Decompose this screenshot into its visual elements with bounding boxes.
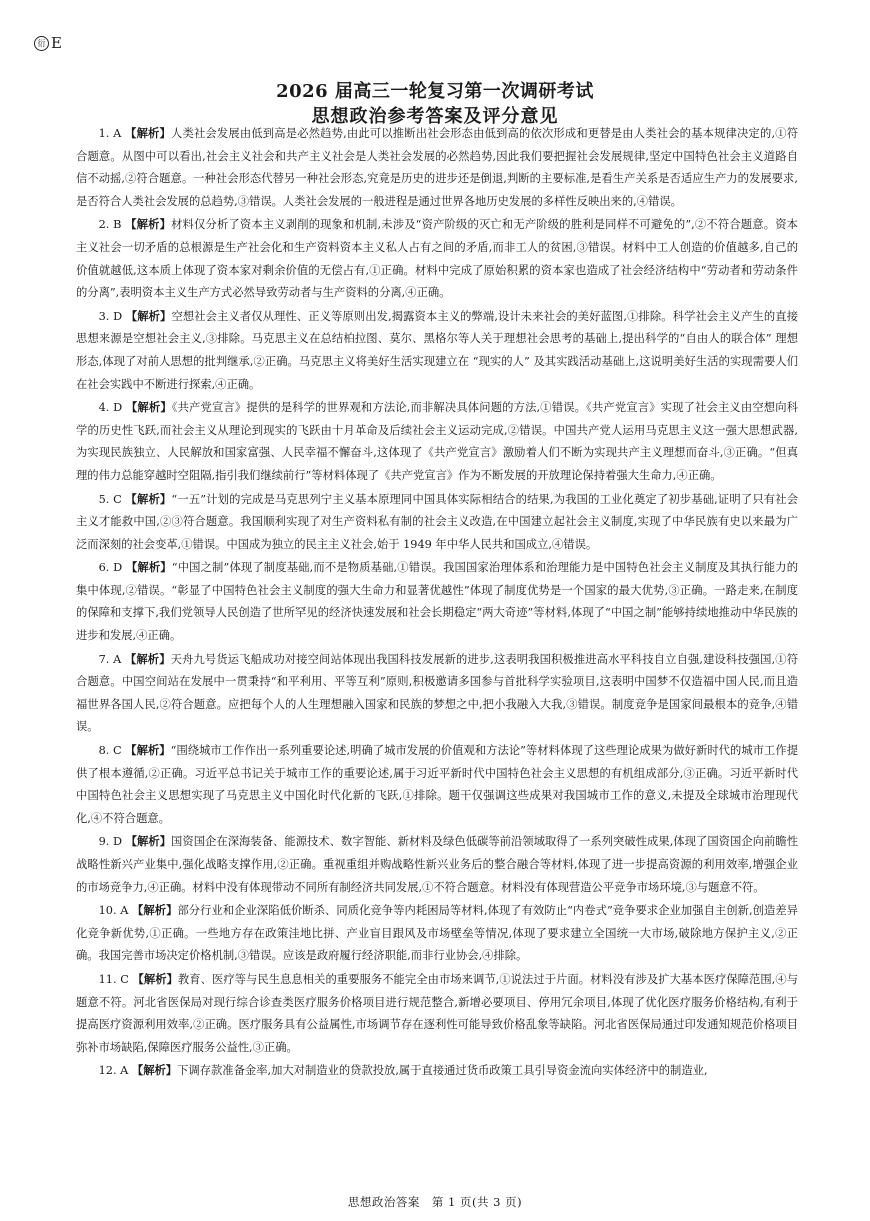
answer-text: 空想社会主义者仅从理性、正义等原则出发,揭露资本主义的弊端,设计未来社会的美好蓝图,①排除。科学社会主义产生的直接思想来源是空想社会主义,③排除。马克思主义在总结柏拉图、莫尔、黑格尔等人关于理想社会思考的基础上,提出科学的“自由人的联合体” 理想形态,体现了对前人思想的批判继承,②正确。马克思主义将美好生活实现建立在 “现实的人” 及其实践活动基础上,这说明美好生活的实现需要人们在社会实践中不断进行探索,④正确。 — [76, 309, 798, 391]
answer-item — [76, 1059, 798, 1083]
answer-label: 【解析】 — [132, 971, 178, 986]
answer-number: 2. B — [98, 218, 122, 232]
answer-label: 【解析】 — [125, 834, 172, 849]
answer-label: 【解析】 — [125, 743, 171, 758]
answer-label: 【解析】 — [131, 1063, 178, 1078]
answer-text: “一五”计划的完成是马克思列宁主义基本原理同中国具体实际相结合的结果,为我国的工业化奠定了初步基础,证明了只有社会主义才能救中国,②③符合题意。我国顺利实现了对生产资料私有制的社会主义改造,在中国建立起社会主义制度,实现了中华民族有史以来最为广泛而深刻的社会变革,①错误。中国成为独立的民主主义社会,始于 1949 年中华人民共和国成立,④错误。 — [76, 492, 798, 551]
answer-number: 6. D — [98, 561, 123, 575]
logo-badge: 衍 — [34, 36, 49, 51]
answer-text: 人类社会发展由低到高是必然趋势,由此可以推断出社会形态由低到高的依次形成和更替是由人类社会的基本规律决定的,①符合题意。从图中可以看出,社会主义社会和共产主义社会是人类社会发展的必然趋势,因此我们要把握社会发展规律,坚定中国特色社会主义道路自信不动摇,②符合题意。一种社会形态代替另一种社会形态,究竟是历史的进步还是倒退,判断的主要标准,是看生产关系是否适应生产力的发展要求,是否符合人类社会发展的总趋势,③错误。人类社会发展的一般进程是通过世界各地历史发展的多样性反映出来的,④错误。 — [76, 127, 798, 208]
page-subtitle: 思想政治参考答案及评分意见 — [311, 106, 559, 127]
answer-item — [76, 648, 798, 739]
answer-text: 《共产党宣言》提供的是科学的世界观和方法论,而非解决具体问题的方法,①错误。《共产党宣言》实现了社会主义由空想向科学的历史性飞跃,而社会主义从理论到现实的飞跃由十月革命及后续社会主义运动完成,②错误。中国共产党人运用马克思主义这一强大思想武器,为实现民族独立、人民解放和国家富强、人民幸福不懈奋斗,这体现了《共产党宣言》激励着人们不断为实现共产主义理想而奋斗,③正确。“但真理的伟力总能穿越时空阻隔,指引我们继续前行”等材料体现了《共产党宣言》作为不断发展的开放理论保持着强大生命力,④正确。 — [76, 401, 799, 482]
answers-list — [76, 122, 798, 1083]
answer-label: 【解析】 — [132, 903, 178, 918]
answer-item — [76, 213, 798, 304]
answer-text: 材料仅分析了资本主义剥削的现象和机制,未涉及“资产阶级的灭亡和无产阶级的胜利是同样不可避免的”,②不符合题意。资本主义社会一切矛盾的总根源是生产社会化和生产资料资本主义私人占有之间的矛盾,而非工人的贫困,③错误。材料中工人创造的价值越多,自己的价值就越低,这本质上体现了资本家对剩余价值的无偿占有,①正确。材料中完成了原始积累的资本家也造成了社会经济结构中“劳动者和劳动条件的分离”,表明资本主义生产方式必然导致劳动者与生产资料的分离,④正确。 — [76, 218, 798, 300]
logo — [34, 34, 62, 52]
answer-text: “围绕城市工作作出一系列重要论述,明确了城市发展的价值观和方法论”等材料体现了这些理论成果为做好新时代的城市工作提供了根本遵循,②正确。习近平总书记关于城市工作的重要论述,属于习近平新时代中国特色社会主义思想的有机组成部分,③正确。习近平新时代中国特色社会主义思想实现了马克思主义中国化时代化新的飞跃,①排除。题干仅强调这些成果对我国城市工作的意义,未提及全球城市治理现代化,④不符合题意。 — [76, 744, 798, 825]
answer-label: 【解析】 — [125, 126, 171, 140]
answer-number: 3. D — [98, 309, 123, 323]
answer-text: 部分行业和企业深陷低价断杀、同质化竞争等内耗困局等材料,体现了有效防止“内卷式”竞争要求企业加强自主创新,创造差异化竞争新优势,①正确。一些地方存在政策洼地比拼、产业盲目跟风及市场壁垒等情况,体现了要求建立全国统一大市场,破除地方保护主义,②正确。我国完善市场决定价格机制,③错误。应该是政府履行经济职能,而非行业协会,④排除。 — [76, 904, 799, 963]
page-title: 2026 届高三一轮复习第一次调研考试 — [276, 81, 594, 102]
answer-number: 12. A — [98, 1064, 129, 1078]
answer-label: 【解析】 — [125, 308, 172, 323]
answer-item — [76, 830, 798, 899]
answer-text: 天舟九号货运飞船成功对接空间站体现出我国科技发展新的进步,这表明我国积极推进高水平科技自立自强,建设科技强国,①符合题意。中国空间站在发展中一贯秉持“和平利用、平等互利”原则,积极邀请多国参与首批科学实验项目,这表明中国梦不仅造福中国人民,而且造福世界各国人民,②符合题意。应把每个人的人生理想融入国家和民族的梦想之中,把小我融入大我,③错误。制度竞争是国家间最根本的竞争,④错误。 — [76, 652, 799, 734]
page-footer: 思想政治答案 第 1 页(共 3 页) — [347, 1195, 523, 1209]
answer-number: 11. C — [98, 972, 129, 986]
answer-label: 【解析】 — [125, 491, 172, 506]
answer-label: 【解析】 — [124, 651, 171, 666]
answer-item — [76, 739, 798, 830]
answer-item — [76, 968, 798, 1059]
answer-number: 5. C — [98, 492, 122, 506]
logo-letter: E — [51, 34, 62, 52]
answer-number: 8. C — [98, 744, 122, 758]
answer-item — [76, 305, 798, 396]
answer-number: 1. A — [98, 127, 122, 140]
answer-number: 10. A — [98, 904, 129, 918]
answer-item — [76, 396, 798, 487]
answer-label: 【解析】 — [125, 400, 172, 415]
answer-item — [76, 488, 798, 557]
answer-number: 4. D — [98, 401, 123, 415]
answer-number: 7. A — [98, 652, 122, 666]
answer-item — [76, 122, 798, 213]
answer-item — [76, 899, 798, 968]
answer-label: 【解析】 — [125, 560, 172, 575]
answer-text: “中国之制”体现了制度基础,而不是物质基础,①错误。我国国家治理体系和治理能力是中国特色社会主义制度及其执行能力的集中体现,②错误。“彰显了中国特色社会主义制度的强大生命力和显著优越性”体现了制度优势是一个国家的最大优势,③正确。一路走来,在制度的保障和支撑下,我们党领导人民创造了世所罕见的经济快速发展和社会长期稳定“两大奇迹”等材料,体现了“中国之制”能够持续地推动中华民族的进步和发展,④正确。 — [76, 561, 798, 643]
answer-label: 【解析】 — [125, 217, 172, 232]
answer-text: 教育、医疗等与民生息息相关的重要服务不能完全由市场来调节,①说法过于片面。材料没有涉及扩大基本医疗保障范围,④与题意不符。河北省医保局对现行综合诊查类医疗服务价格项目进行规范整合,新增必要项目、停用冗余项目,体现了优化医疗服务价格结构,有利于提高医疗资源利用效率,②正确。医疗服务具有公益属性,市场调节存在逐利性可能导致价格乱象等缺陷。河北省医保局通过印发通知规范价格项目弥补市场缺陷,保障医疗服务公益性,③正确。 — [76, 972, 799, 1054]
answer-text: 国资国企在深海装备、能源技术、数字智能、新材料及绿色低碳等前沿领域取得了一系列突破性成果,体现了国资国企向前瞻性战略性新兴产业集中,强化战略支撑作用,②正确。重视重组并购战略性新兴业务后的整合融合等材料,体现了进一步提高资源的利用效率,增强企业的市场竞争力,④正确。材料中没有体现带动不同所有制经济共同发展,①不符合题意。材料没有体现营造公平竞争市场环境,③与题意不符。 — [76, 835, 798, 894]
answer-item — [76, 556, 798, 647]
answer-text: 下调存款准备金率,加大对制造业的贷款投放,属于直接通过货币政策工具引导资金流向实体经济中的制造业, — [177, 1064, 708, 1078]
answer-number: 9. D — [98, 835, 123, 849]
